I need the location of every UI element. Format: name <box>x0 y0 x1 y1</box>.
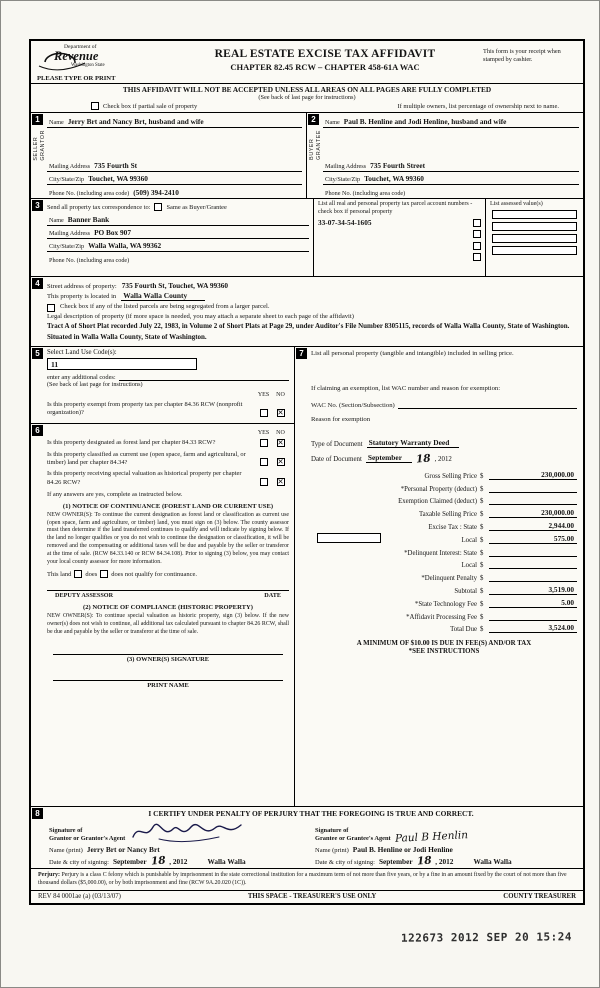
correspondence-address-field: Mailing Address PO Box 907 <box>47 226 309 239</box>
historic-yes-checkbox[interactable] <box>260 478 268 486</box>
exempt-question: Is this property exempt from property tax per chapter 84.36 RCW (nonprofit organization)? <box>47 400 243 417</box>
seller-name-value: Jerry Brt and Nancy Brt, husband and wife <box>67 117 204 126</box>
treasurer-space-label: THIS SPACE - TREASURER'S USE ONLY <box>247 893 377 900</box>
seller-city-field: City/State/Zip Touchet, WA 99360 <box>47 172 302 185</box>
parcel-row <box>318 228 481 240</box>
buyer-city-value: Touchet, WA 99360 <box>364 174 424 183</box>
minimum-fee-note: A MINIMUM OF $10.00 IS DUE IN FEE(S) AND/OR TAX <box>356 640 532 648</box>
money-table <box>311 467 577 633</box>
assessed-values-header: List assessed value(s) <box>490 201 543 207</box>
certification-section <box>31 806 583 868</box>
assessed-value-box-1[interactable] <box>492 210 577 219</box>
section-2-number: 2 <box>308 114 319 125</box>
gross-selling-price-row: Gross Selling Price $ 230,000.00 <box>311 467 577 480</box>
please-type-or-print: PLEASE TYPE OR PRINT <box>37 75 116 82</box>
mid-columns <box>31 346 583 806</box>
exempt-question-row <box>47 401 289 418</box>
form-title: REAL ESTATE EXCISE TAX AFFIDAVIT <box>214 48 436 60</box>
personal-property-checkbox-1[interactable] <box>473 219 481 227</box>
grantor-signing-city: Walla Walla <box>207 857 246 867</box>
correspondence-name-field: Name Banner Bank <box>47 213 309 226</box>
grantor-signature <box>129 819 249 843</box>
doc-type-label: Type of Document <box>311 440 363 448</box>
doc-type-value: Statutory Warranty Deed <box>367 438 460 448</box>
taxable-selling-price-row: Taxable Selling Price $ 230,000.00 <box>311 505 577 518</box>
exemption-claimed-row: Exemption Claimed (deduct) $ <box>311 493 577 506</box>
parcel-header: List all real and personal property tax parcel account numbers - check box if personal property <box>318 201 473 215</box>
located-in-label: This property is located in <box>47 293 117 300</box>
if-yes-note: If any answers are yes, complete as instructed below. <box>47 490 183 498</box>
multiple-owners-note: If multiple owners, list percentage of ownership next to name. <box>397 102 559 110</box>
personal-property-checkbox-2[interactable] <box>473 230 481 238</box>
yes-no-header: YES NO <box>257 391 285 398</box>
forest-yes-checkbox[interactable] <box>260 439 268 447</box>
section-1-number: 1 <box>32 114 43 125</box>
assessed-value-box-3[interactable] <box>492 234 577 243</box>
seller-phone-value: (509) 394-2410 <box>133 188 179 197</box>
buyer-grantee-side-label: BUYER GRANTEE <box>309 130 322 160</box>
doc-date-label: Date of Document <box>311 455 362 463</box>
continuance-section <box>31 424 294 807</box>
land-use-code-input[interactable]: 11 <box>47 358 197 370</box>
notice-continuance-body: NEW OWNER(S): To continue the current designation as forest land or classification as current use (open space, farm and agriculture, or timber) land, you must sign on (3) below. The county assessor must then determine if the land transferred continues to qualify and will indicate by signing below. If the land no longer qualifies or you do not wish to continue the designation or classification, it will be removed and the compensating or additional taxes will be due and payable by the seller or transferor at the time of sale. (RCW 84.33.140 or RCW 84.34.108). Prior to signing (3) below, you may contact your local county assessor for more information. <box>47 511 289 565</box>
delinquent-interest-local-row: Local $ <box>311 557 577 570</box>
current-use-no-checkbox[interactable]: ✕ <box>277 457 284 467</box>
buyer-section <box>307 113 583 198</box>
personal-property-checkbox-4[interactable] <box>473 253 481 261</box>
excise-tax-state-row: Excise Tax : State $ 2,944.00 <box>311 518 577 531</box>
notice-compliance-body: NEW OWNER(S): To continue special valuation as historic property, sign (3) below. If the new owner(s) does not wish to continue, all additional tax calculated pursuant to chapter 84.26 RCW, shall be due and payable by the seller or transferor at the time of sale. <box>47 613 289 635</box>
cashier-date-stamp: 122673 2012 SEP 20 15:24 <box>400 930 573 945</box>
seller-address-field: Mailing Address 735 Fourth St <box>47 159 302 172</box>
owners-signature-block: (3) OWNER(S) SIGNATURE <box>47 646 289 663</box>
warning-text: THIS AFFIDAVIT WILL NOT BE ACCEPTED UNLESS ALL AREAS ON ALL PAGES ARE FULLY COMPLETED <box>31 83 583 94</box>
selling-price-section <box>295 347 583 806</box>
rev-form-number: REV 84 0001ae (a) (03/13/07) <box>38 893 121 900</box>
print-name-block: PRINT NAME <box>47 672 289 689</box>
seller-name-field: Name Jerry Brt and Nancy Brt, husband and wife <box>47 115 302 128</box>
logo-swoosh-icon <box>37 45 99 72</box>
grantee-signing-city: Walla Walla <box>473 857 512 867</box>
buyer-city-field: City/State/Zip Touchet, WA 99360 <box>323 172 579 185</box>
seller-phone-field: Phone No. (including area code) (509) 394-2410 <box>49 188 179 197</box>
certify-statement: I CERTIFY UNDER PENALTY OF PERJURY THAT THE FOREGOING IS TRUE AND CORRECT. <box>148 809 474 819</box>
seller-grantor-side-label: SELLER GRANTOR <box>33 130 46 161</box>
see-back-note-5: (See back of last page for instructions) <box>47 380 143 388</box>
logo-revenue-text: Revenue <box>54 49 99 63</box>
personal-property-label: List all personal property (tangible and intangible) included in selling price. <box>311 349 514 357</box>
correspondence-name-value: Banner Bank <box>67 215 110 224</box>
forest-question: Is this property designated as forest land per chapter 84.33 RCW? <box>47 439 216 447</box>
same-as-buyer-label: Same as Buyer/Grantee <box>166 203 227 211</box>
print-name-line[interactable] <box>53 672 283 681</box>
treasurer-stamp-box <box>317 533 381 543</box>
owners-signature-line[interactable] <box>53 646 283 655</box>
grantor-printed-name: Jerry Brt or Nancy Brt <box>86 845 160 855</box>
situated-in-value: Situated in Walla Walla County, State of Washington. <box>47 333 207 342</box>
seller-section <box>31 113 307 198</box>
buyer-phone-field: Phone No. (including area code) <box>325 190 406 197</box>
same-as-buyer-checkbox[interactable] <box>154 203 162 211</box>
excise-tax-local-row: Local $ 575.00 <box>311 531 577 544</box>
section-8-number: 8 <box>32 808 43 819</box>
doc-date-year: , 2012 <box>434 455 452 463</box>
total-due-row: Total Due $ 3,524.00 <box>311 621 577 634</box>
historic-no-checkbox[interactable]: ✕ <box>277 477 284 487</box>
forest-no-checkbox[interactable]: ✕ <box>277 437 284 447</box>
historic-question-row <box>47 470 289 487</box>
parties-section <box>31 112 583 198</box>
send-correspondence-label: Send all property tax correspondence to: <box>47 203 151 211</box>
revenue-logo <box>37 44 167 71</box>
notice-continuance-title: (1) NOTICE OF CONTINUANCE (FOREST LAND OR CURRENT USE) <box>62 502 274 510</box>
exempt-yes-checkbox[interactable] <box>260 409 268 417</box>
wac-label: WAC No. (Section/Subsection) <box>311 401 395 409</box>
receipt-note: This form is your receipt when stamped by cashier. <box>483 48 561 64</box>
current-use-question-row <box>47 451 289 468</box>
correspondence-city-value: Walla Walla, WA 99362 <box>88 241 162 250</box>
see-instructions-note: *SEE INSTRUCTIONS <box>408 648 480 656</box>
deputy-assessor-signature-line[interactable] <box>47 578 289 591</box>
current-use-question: Is this property classified as current use (open space, farm and agricultural, or timber) land per chapter 84.34? <box>47 450 246 466</box>
reason-label: Reason for exemption <box>311 415 371 423</box>
logo-dept-text: Department of <box>64 44 97 50</box>
doc-date-month: September <box>366 453 412 463</box>
delinquent-interest-state-row: *Delinquent Interest: State $ <box>311 544 577 557</box>
wac-input[interactable] <box>398 400 577 409</box>
grantee-signature-block: Signature of Grantee or Grantee's Agent Paul B Henlin Name (print) Paul B. Henline or Jodi Henline Date & city of signing: September 18 , 2012 Walla Walla <box>315 827 512 868</box>
section-6-number: 6 <box>32 425 43 436</box>
correspondence-address-value: PO Box 907 <box>94 228 131 237</box>
section-7-number: 7 <box>296 348 307 359</box>
continuance-qualify-row: This land does does not qualify for continuance. <box>47 570 198 578</box>
section-5-number: 5 <box>32 348 43 359</box>
does-checkbox[interactable] <box>74 570 82 578</box>
exempt-no-checkbox[interactable]: ✕ <box>277 407 284 417</box>
street-address-value: 735 Fourth St, Touchet, WA 99360 <box>121 280 229 290</box>
parcel-number-value: 33-07-34-54-1605 <box>318 218 372 228</box>
doc-date-day-handwritten: 18 <box>415 452 431 466</box>
legal-description-value: Tract A of Short Plat recorded July 22, 1983, in Volume 2 of Short Plats at Page 29, under Auditor's File Number 8305115, records of Walla Walla County, State of Washington. <box>47 322 570 330</box>
historic-question: Is this property receiving special valuation as historical property per chapter 84.26 RCW? <box>47 470 242 486</box>
affidavit-processing-fee-row: *Affidavit Processing Fee $ <box>311 608 577 621</box>
tax-correspondence-section <box>31 198 583 276</box>
current-use-yes-checkbox[interactable] <box>260 458 268 466</box>
assessed-value-box-2[interactable] <box>492 222 577 231</box>
see-back-note: (See back of last page for instructions) <box>258 94 356 101</box>
parcel-row <box>318 251 481 263</box>
seller-city-value: Touchet, WA 99360 <box>88 174 148 183</box>
delinquent-penalty-row: *Delinquent Penalty $ <box>311 569 577 582</box>
notice-compliance-title: (2) NOTICE OF COMPLIANCE (HISTORIC PROPERTY) <box>83 604 253 612</box>
located-in-value: Walla Walla County <box>121 291 205 301</box>
grantee-printed-name: Paul B. Henline or Jodi Henline <box>352 845 453 855</box>
logo-state-text: Washington State <box>71 62 105 68</box>
partial-sale-row <box>31 101 583 112</box>
does-not-checkbox[interactable] <box>100 570 108 578</box>
grantee-signature: Paul B Henlin <box>394 829 468 845</box>
correspondence-phone-field: Phone No. (including area code) <box>49 257 130 264</box>
additional-codes-label: enter any additional codes: <box>47 373 116 381</box>
exemption-label: If claiming an exemption, list WAC number and reason for exemption: <box>311 384 501 392</box>
header <box>31 41 583 83</box>
additional-codes-input[interactable] <box>119 372 289 381</box>
buyer-address-field: Mailing Address 735 Fourth Street <box>323 159 579 172</box>
street-address-label: Street address of property: <box>47 282 117 290</box>
grantor-signature-block: Signature of Grantor or Grantor's Agent Name (print) Jerry Brt or Nancy Brt Date & city of signing: September 18 , 2012 Walla Walla <box>45 819 311 866</box>
buyer-address-value: 735 Fourth Street <box>370 161 426 170</box>
perjury-notice: Perjury: Perjury is a class C felony which is punishable by imprisonment in the state correctional institution for a maximum term of not more than five years, or by a fine in an amount fixed by the court of not more than five thousand dollars ($5,000.00), or by both imprisonment and fine (RCW 9A.20.020 (1C)). <box>31 868 583 890</box>
correspondence-city-field: City/State/Zip Walla Walla, WA 99362 <box>47 239 309 252</box>
form-subtitle: CHAPTER 82.45 RCW – CHAPTER 458-61A WAC <box>230 62 420 72</box>
personal-property-deduct-row: *Personal Property (deduct) $ <box>311 480 577 493</box>
yes-no-header: YES NO <box>257 429 285 436</box>
seller-address-value: 735 Fourth St <box>94 161 138 170</box>
partial-sale-label: Check box if partial sale of property <box>103 102 198 110</box>
assessed-value-box-4[interactable] <box>492 246 577 255</box>
state-technology-fee-row: *State Technology Fee $ 5.00 <box>311 595 577 608</box>
forest-question-row <box>47 439 289 448</box>
grantee-date-day-handwritten: 18 <box>416 854 432 868</box>
section-4-number: 4 <box>32 278 43 289</box>
property-location-section <box>31 276 583 346</box>
section-3-number: 3 <box>32 200 43 211</box>
deputy-assessor-labels: DEPUTY ASSESSOR DATE <box>55 592 281 600</box>
bottom-strip <box>31 890 583 903</box>
personal-property-checkbox-3[interactable] <box>473 242 481 250</box>
buyer-name-field: Name Paul B. Henline and Jodi Henline, husband and wife <box>323 115 579 128</box>
legal-description-label: Legal description of property (if more space is needed, you may attach a separate sheet to each page of the affidavit) <box>47 313 354 320</box>
parcel-row <box>318 217 481 229</box>
county-treasurer-label: COUNTY TREASURER <box>503 893 576 900</box>
assessed-values-column <box>485 199 583 276</box>
buyer-name-value: Paul B. Henline and Jodi Henline, husband and wife <box>343 117 507 126</box>
segregated-label: Check box if any of the listed parcels are being segregated from a larger parcel. <box>60 302 270 310</box>
subtotal-row: Subtotal $ 3,519.00 <box>311 582 577 595</box>
land-use-label: Select Land Use Code(s): <box>47 348 117 356</box>
land-use-section <box>31 347 294 424</box>
parcel-numbers-column <box>313 199 485 276</box>
partial-sale-checkbox[interactable] <box>91 102 99 110</box>
grantor-date-day-handwritten: 18 <box>150 854 166 868</box>
parcel-row <box>318 240 481 252</box>
segregated-checkbox[interactable] <box>47 304 55 312</box>
form-border <box>29 39 585 905</box>
